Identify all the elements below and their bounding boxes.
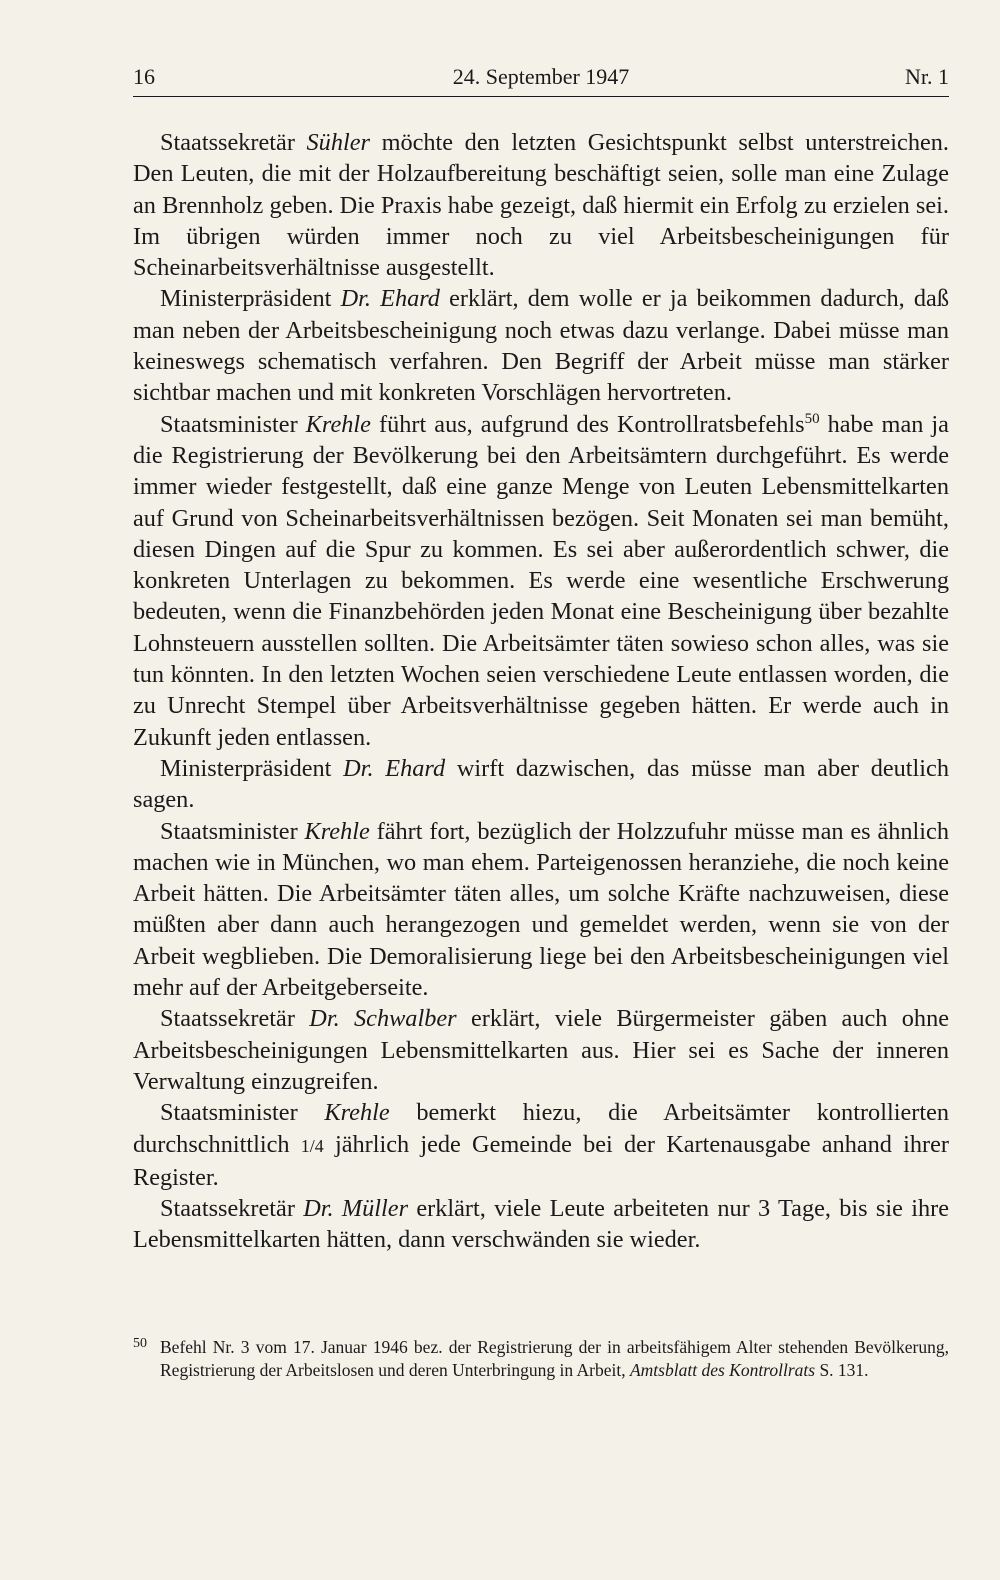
header-rule — [133, 96, 949, 97]
speaker-title: Staatssekretär — [160, 1195, 304, 1223]
speaker-name: Dr. Ehard — [343, 754, 446, 782]
paragraph — [133, 1003, 949, 1097]
page-number: 16 — [133, 64, 155, 89]
paragraph — [133, 283, 949, 408]
paragraph — [133, 127, 949, 283]
speaker-title: Staatsminister — [160, 817, 305, 845]
running-header — [133, 62, 949, 92]
paragraph-text: führt aus, aufgrund des Kontrollratsbefehls — [370, 410, 805, 438]
paragraph — [133, 409, 949, 753]
footnote-text: S. 131. — [815, 1360, 869, 1380]
speaker-title: Staatsminister — [160, 410, 306, 438]
footnote-source: Amtsblatt des Kontrollrats — [629, 1360, 816, 1380]
speaker-name: Dr. Schwalber — [309, 1005, 457, 1033]
paragraph — [133, 816, 949, 1004]
footnotes — [133, 1336, 949, 1382]
body-text — [133, 127, 949, 1256]
paragraph — [133, 1097, 949, 1193]
speaker-title: Staatssekretär — [160, 1005, 310, 1033]
footnote-text: Befehl Nr. 3 vom 17. Januar 1946 bez. der Registrierung der in arbeitsfähigem Alter stehenden Bevölkerung, Registrierung der Arbeitslosen und deren Unterbringung in Arbeit, — [160, 1337, 949, 1380]
issue-number: Nr. 1 — [905, 64, 949, 89]
speaker-title: Ministerpräsident — [160, 285, 341, 313]
header-date: 24. September 1947 — [452, 64, 630, 89]
paragraph-text: bemerkt hiezu, die Arbeitsämter kontrollierten durchschnittlich — [133, 1099, 949, 1158]
footnote — [133, 1336, 949, 1382]
speaker-name: Krehle — [304, 817, 370, 845]
paragraph-text: fährt fort, bezüglich der Holzzufuhr müsse man es ähnlich machen wie in München, wo man ehem. Parteigenossen heranziehe, die noch keine Arbeit hätten. Die Arbeitsämter täten alles, um solche Kräfte nachzuweisen, diese müßten aber dann auch herangezogen und gemeldet werden, wenn sie von der Arbeit wegblieben. Die Demoralisierung liege bei den Arbeitsbescheinigungen viel mehr auf der Arbeitgeberseite. — [133, 817, 949, 1002]
paragraph-text: erklärt, viele Leute arbeiteten nur 3 Tage, bis sie ihre Lebensmittelkarten hätten, dann verschwänden sie wieder. — [133, 1195, 949, 1254]
footnote-mark: 50 — [133, 1336, 147, 1351]
paragraph-text: wirft dazwischen, das müsse man aber deutlich sagen. — [133, 754, 949, 814]
speaker-title: Ministerpräsident — [160, 754, 344, 782]
paragraph-text: erklärt, dem wolle er ja beikommen dadurch, daß man neben der Arbeitsbescheinigung noch etwas dazu verlange. Dabei müsse man keineswegs schematisch verfahren. Den Begriff der Arbeit müsse man stärker sichtbar machen und mit konkreten Vorschlägen hervortreten. — [133, 285, 949, 407]
paragraph — [133, 753, 949, 816]
speaker-name: Sühler — [306, 129, 370, 156]
speaker-name: Krehle — [324, 1099, 390, 1127]
speaker-title: Staatssekretär — [160, 129, 307, 156]
paragraph-text: jährlich jede Gemeinde bei der Kartenausgabe anhand ihrer Register. — [133, 1130, 949, 1191]
paragraph — [133, 1193, 949, 1256]
speaker-name: Dr. Ehard — [340, 285, 440, 313]
paragraph-text: möchte den letzten Gesichtspunkt selbst unterstreichen. Den Leuten, die mit der Holzaufbereitung beschäftigt seien, solle man eine Zulage an Brennholz geben. Die Praxis habe gezeigt, daß hiermit ein Erfolg zu erzielen sei. Im übrigen würden immer noch zu viel Arbeitsbescheinigungen für Scheinarbeitsverhältnisse ausgestellt. — [133, 129, 949, 282]
speaker-name: Krehle — [305, 410, 371, 438]
speaker-title: Staatsminister — [160, 1099, 325, 1127]
paragraph-text: habe man ja die Registrierung der Bevölkerung bei den Arbeitsämtern durchgeführt. Es werde immer wieder festgestellt, daß eine ganze Menge von Leuten Lebensmittelkarten auf Grund von Scheinarbeitsverhältnissen bezögen. Seit Monaten sei man bemüht, diesen Dingen auf die Spur zu kommen. Es sei aber außerordentlich schwer, die konkreten Unterlagen zu bekommen. Es werde eine wesentliche Erschwerung bedeuten, wenn die Finanzbehörden jeden Monat eine Bescheinigung über bezahlte Lohnsteuern ausstellen sollten. Die Arbeitsämter täten sowieso schon alles, was sie tun könnten. In den letzten Wochen seien verschiedene Leute entlassen worden, die zu Unrecht Stempel über Arbeitsverhältnisse gegeben hätten. Er werde auch in Zukunft jeden entlassen. — [133, 410, 949, 751]
fraction: 1/4 — [300, 1135, 324, 1156]
speaker-name: Dr. Müller — [303, 1195, 409, 1223]
footnote-reference[interactable]: 50 — [804, 410, 820, 427]
paragraph-text: erklärt, viele Bürgermeister gäben auch ohne Arbeitsbescheinigungen Lebensmittelkarten aus. Hier sei es Sache der inneren Verwaltung einzugreifen. — [133, 1005, 950, 1095]
